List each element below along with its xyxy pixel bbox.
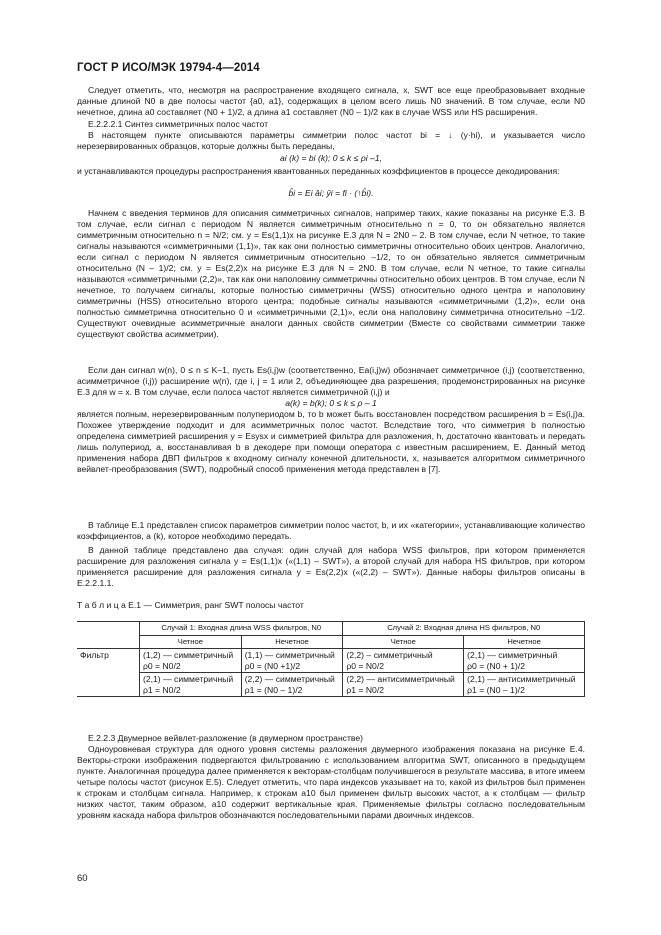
page-number: 60 — [77, 873, 88, 884]
table-case1-odd: Нечетное — [241, 635, 343, 649]
paragraph-2d-decomposition: Одноуровневая структура для одного уровня системы разложения двумерного изображения показана на рисунке E.4. Векторы-строки изображения подвергаются фильтрованию с использованием алгоритма SWT, описанного в предыдущем пункте. Аналогичная процедура далее применяется к векторам-столбцам получившегося в результате массива, в итоге имеем четыре полосы частот (рисунок E.5). Следует отметить, что пара индексов указывает на то, какой из фильтров был применен к строкам и столбцам сигнала. Например, к строкам a10 был применен фильтр высоких частот, а к столбцам — фильтр низких частот, таким образом, a10 содержит вертикальные края. Применяемые фильтры согласно последовательным уровням каскада набора фильтров обозначаются последовательными парами двоичных индексов. — [77, 744, 585, 820]
table-cell: (2,1) — антисимметричный ρ1 = (N0 – 1)/2 — [464, 673, 585, 697]
paragraph-symmetric-signals: Начнем с введения терминов для описания симметричных сигналов, например таких, какие показаны на рисунке E.3. В том случае, если сигнал с периодом N является симметричным относительно n = 0, то он обязательно является симметричным относительно n = N/2; см. y = Es(1,1)x на рисунке E.3 для N = 2N0 – 2. В том случае, если N четное, то такие сигналы называются «симметричными (1,1)», так как они полностью симметричны относительно обоих центров. Аналогично, если сигнал с периодом N является симметричным относительно –1/2, то он обязательно является симметричным относительно (N – 1)/2; см. y = Es(2,2)x на рисунке E.3 для N = 2N0. В том случае, если N четное, то такие сигналы называются «симметричными (2,2)», так как они наполовину симметричны относительно обоих центров. В том случае, если N нечетное, то получаем сигналы, которые полностью симметричны (WSS) относительно одного центра и наполовину симметричны (HSS) относительно второго центра; подобные сигналы называются «симметричными (1,2)», если она полностью симметрична относительно 0 и «симметричными (2,1)», если она наполовину симметрична относительно –1/2. Существуют очевидные асимметричные аналоги данных свойств симметрии (Вместе со свойствами симметрии также существуют свойства асимметрии). — [77, 208, 585, 339]
paragraph-reconstruction: является полным, нерезервированным полупериодом b, то b может быть восстановлен посредством расширения b = Es(i,j)a. Похожее утверждение подходит и для асимметричных полос частот. Вследствие того, что симметрия b полностью определена симметрией расширения y = Esysx и симметрией фильтра для разложения, h, достаточно квантовать и передать лишь полупериод, a, восстанавливая b в декодере при помощи оператора с известным расширением, E. Данный метод применения набора ДВП фильтров к входному сигналу конечной длительности, x, называется алгоритмом симметричного вейвлет-преобразования (SWT), подробный способ применения метода представлен в [7]. — [77, 409, 585, 474]
table-corner-cell — [77, 622, 140, 649]
table-cell: (2,2) — антисимметричный ρ1 = N0/2 — [343, 673, 464, 697]
table-row — [77, 673, 585, 697]
equation-b-hat: b̂i = Ei âi; ŷi = fi · (↑b̂i). — [288, 188, 374, 198]
paragraph-table-intro: В таблице E.1 представлен список параметров симметрии полос частот, b, и их «категории», устанавливающие количество коэффициентов, a (k), которое необходимо передать. — [77, 520, 585, 541]
table-cell: (2,1) — симметричный ρ1 = N0/2 — [140, 673, 242, 697]
table-caption: Т а б л и ц а E.1 — Симметрия, ранг SWT полосы частот — [77, 600, 304, 610]
table-cell: (1,2) — симметричный ρ0 = N0/2 — [140, 649, 242, 673]
paragraph-symmetry-params: В настоящем пункте описываются параметры симметрии полос частот bi = ↓ (y·hi), и указывается число нерезервированных образцов, которые должны быть переданы, — [77, 130, 585, 151]
table-row-label: Фильтр — [77, 649, 140, 697]
paragraph-signal-extension: Если дан сигнал w(n), 0 ≤ n ≤ K–1, пусть Es(i,j)w (соответственно, Ea(i,j)w) обозначает симметричное (i,j) (соответственно, асимметричное (i,j)) расширение w(n), где i, j = 1 или 2, объединяющее два разрешения, продемонстрированных на рисунке E.3 для w = x. В том случае, если полоса частот является симметричной (i,j) и — [77, 365, 585, 397]
table-cell: (2,1) — симметричный ρ0 = (N0 + 1)/2 — [464, 649, 585, 673]
table-case2-header: Случай 2: Входная длина HS фильтров, N0 — [343, 622, 585, 636]
section-heading-e223: E.2.2.3 Двумерное вейвлет-разложение (в двумерном пространстве) — [88, 733, 364, 743]
symmetry-table — [77, 621, 585, 697]
table-header-row — [77, 622, 585, 636]
table-case1-header: Случай 1: Входная длина WSS фильтров, N0 — [140, 622, 343, 636]
table-row — [77, 649, 585, 673]
section-heading-e2221: E.2.2.2.1 Синтез симметричных полос частот — [88, 119, 269, 129]
table-case2-even: Четное — [343, 635, 464, 649]
page-header: ГОСТ Р ИСО/МЭК 19794-4—2014 — [77, 62, 260, 74]
equation-a-i: ai (k) = bi (k); 0 ≤ k ≤ ρi –1, — [280, 153, 382, 163]
paragraph-two-cases: В данной таблице представлено два случая: один случай для набора WSS фильтров, при котором применяется расширение для разложения сигнала y = Es(1,1)x («(1,1) – SWT»), а второй случай для набора HS фильтров, при котором применяется расширение для разложения сигнала y = Es(2,2)x («(2,2) – SWT»). Данные наборы фильтров описаны в E.2.2.1.1. — [77, 545, 585, 588]
equation-a-k: a(k) = b(k); 0 ≤ k ≤ ρ – 1 — [285, 398, 377, 408]
table-cell: (2,2) — симметричный ρ1 = (N0 – 1)/2 — [241, 673, 343, 697]
table-case2-odd: Нечетное — [464, 635, 585, 649]
table-case1-even: Четное — [140, 635, 242, 649]
table-cell: (1,1) — симметричный ρ0 = (N0 +1)/2 — [241, 649, 343, 673]
paragraph-decoding: и устанавливаются процедуры распространения квантованных переданных коэффициентов в процессе декодирования: — [77, 166, 560, 176]
paragraph-swt-length: Следует отметить, что, несмотря на распространение входящего сигнала, x, SWT все еще преобразовывает входные данные длиной N0 в две полосы частот {a0, a1}, содержащих в целом всего лишь N0 значений. В том случае, если N0 нечетное, длина a0 составляет (N0 + 1)/2, а длина a1 составляет (N0 – 1)/2 как в случае WSS или HS расширения. — [77, 85, 585, 117]
table-cell: (2,2) – симметричный ρ0 = N0/2 — [343, 649, 464, 673]
table-subheader-row — [77, 635, 585, 649]
